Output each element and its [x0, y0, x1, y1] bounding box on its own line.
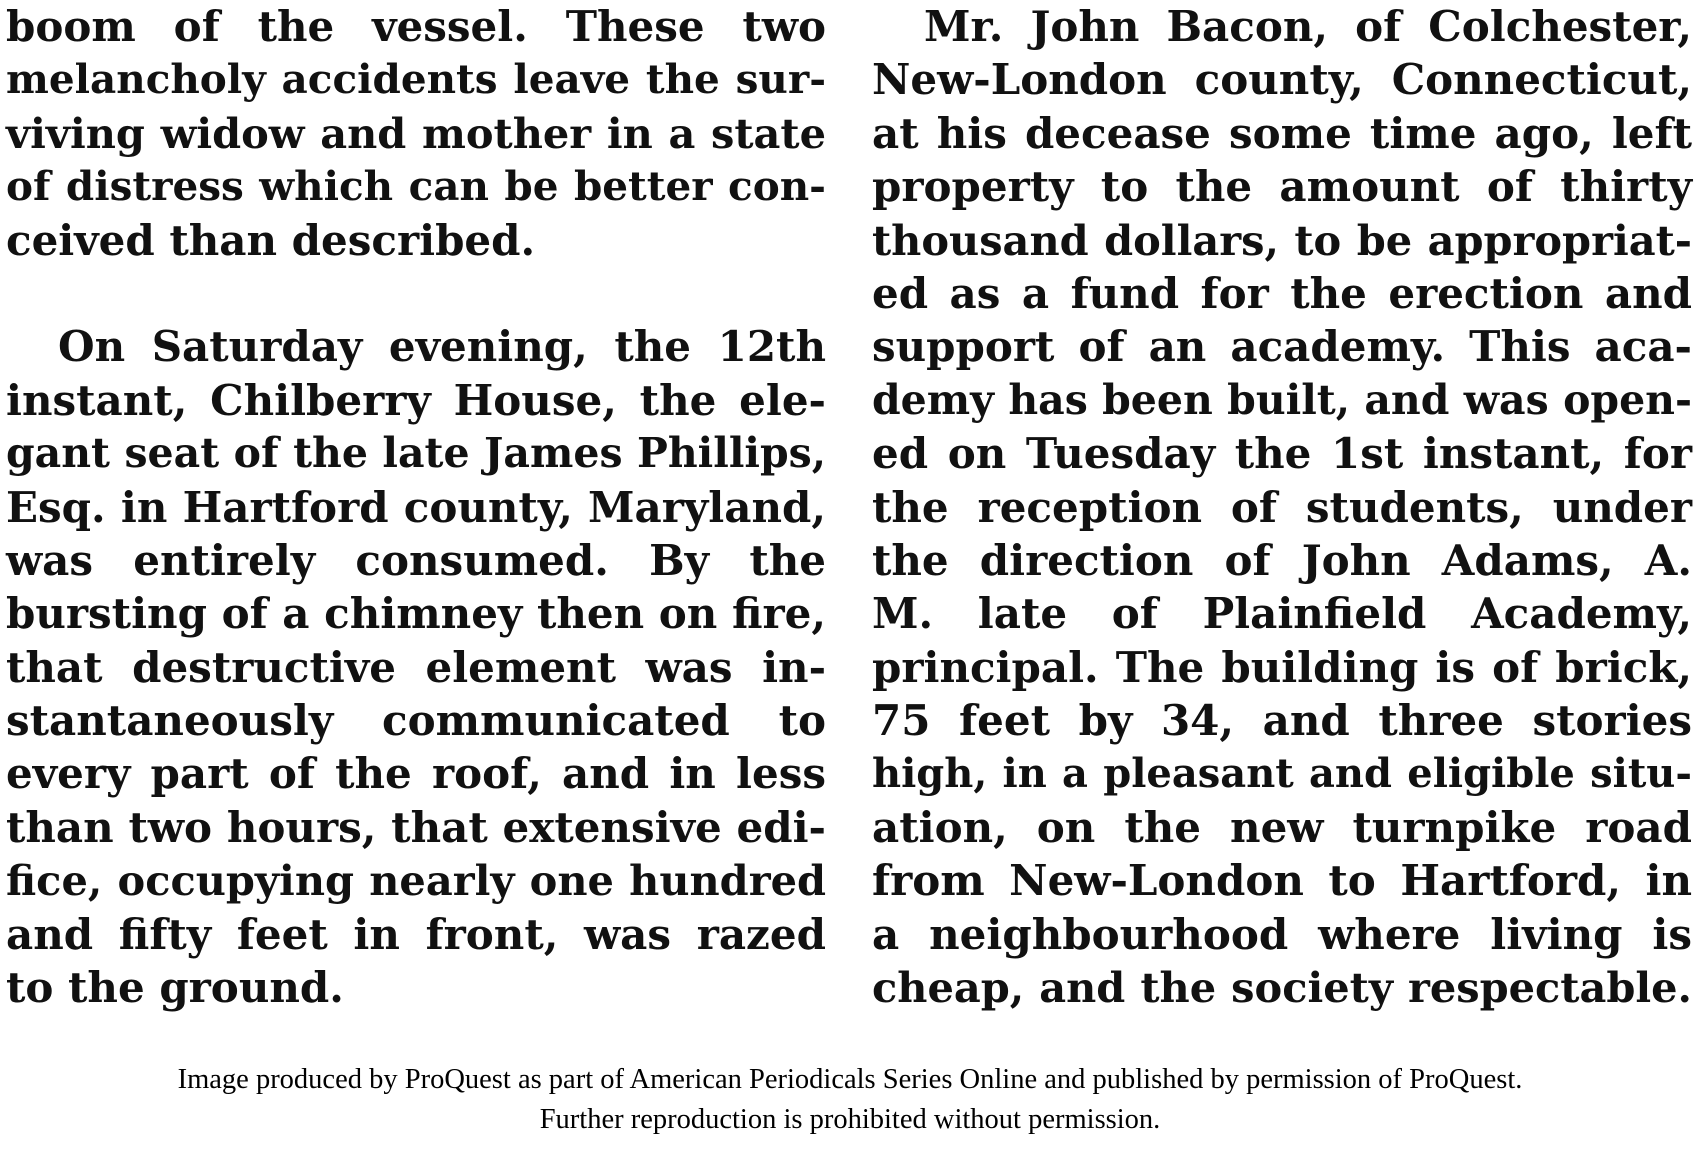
text-line: to the ground. [6, 963, 344, 1013]
paragraph-chilberry-house [6, 320, 826, 1014]
text-line: ceived than described. [6, 215, 536, 265]
text-line: gant seat of the late James Phillips, [6, 429, 826, 478]
text-line: the reception of students, under [872, 482, 1692, 532]
text-line: demy has been built, and was open- [872, 375, 1692, 424]
text-line: boom of the vessel. These two [6, 2, 826, 51]
caption-line-1: Image produced by ProQuest as part of American Periodicals Series Online and published by permission of ProQuest. [177, 1064, 1523, 1095]
text-line: a neighbourhood where living is [872, 909, 1692, 959]
text-line: the direction of John Adams, A. [872, 535, 1692, 585]
text-line: New-London county, Connecticut, [872, 55, 1692, 105]
paragraph-bacon-academy [872, 0, 1692, 1014]
text-line: 75 feet by 34, and three stories [872, 696, 1692, 746]
text-line: was entirely consumed. By the [6, 535, 826, 585]
copyright-caption [0, 1060, 1700, 1140]
text-line: melancholy accidents leave the sur- [6, 55, 826, 104]
text-line: cheap, and the society respectable. [872, 963, 1692, 1013]
text-line: than two hours, that extensive edi- [6, 802, 826, 852]
text-line: Mr. John Bacon, of Colchester, [924, 2, 1692, 51]
text-line: ed as a fund for the erection and [872, 268, 1692, 318]
caption-line-2: Further reproduction is prohibited without permission. [539, 1104, 1161, 1135]
text-line: ed on Tuesday the 1st instant, for [872, 429, 1692, 479]
text-line: bursting of a chimney then on fire, [6, 589, 826, 639]
text-line: every part of the roof, and in less [6, 749, 826, 799]
text-line: ation, on the new turnpike road [872, 802, 1692, 852]
text-line: from New-London to Hartford, in [872, 856, 1692, 906]
text-line: property to the amount of thirty [872, 162, 1692, 212]
text-line: and fifty feet in front, was razed [6, 909, 826, 959]
text-line: fice, occupying nearly one hundred [6, 856, 826, 906]
text-line: support of an academy. This aca- [872, 322, 1692, 372]
text-line: thousand dollars, to be appropriat- [872, 215, 1692, 265]
text-line: high, in a pleasant and eligible situ- [872, 750, 1692, 798]
text-line: viving widow and mother in a state [6, 108, 826, 158]
text-line: Esq. in Hartford county, Maryland, [6, 482, 826, 532]
text-line: M. late of Plainfield Academy, [872, 589, 1692, 639]
paragraph-gap [6, 267, 826, 320]
text-line: at his decease some time ago, left [872, 108, 1692, 158]
text-line: that destructive element was in- [6, 642, 826, 692]
paragraph-vessel-accident [6, 0, 826, 267]
right-column [872, 0, 1692, 1014]
text-line: of distress which can be better con- [6, 162, 826, 211]
text-line: On Saturday evening, the 12th [58, 322, 826, 372]
left-column [6, 0, 826, 1014]
text-line: principal. The building is of brick, [872, 642, 1692, 692]
text-line: instant, Chilberry House, the ele- [6, 375, 826, 425]
text-line: stantaneously communicated to [6, 696, 826, 746]
